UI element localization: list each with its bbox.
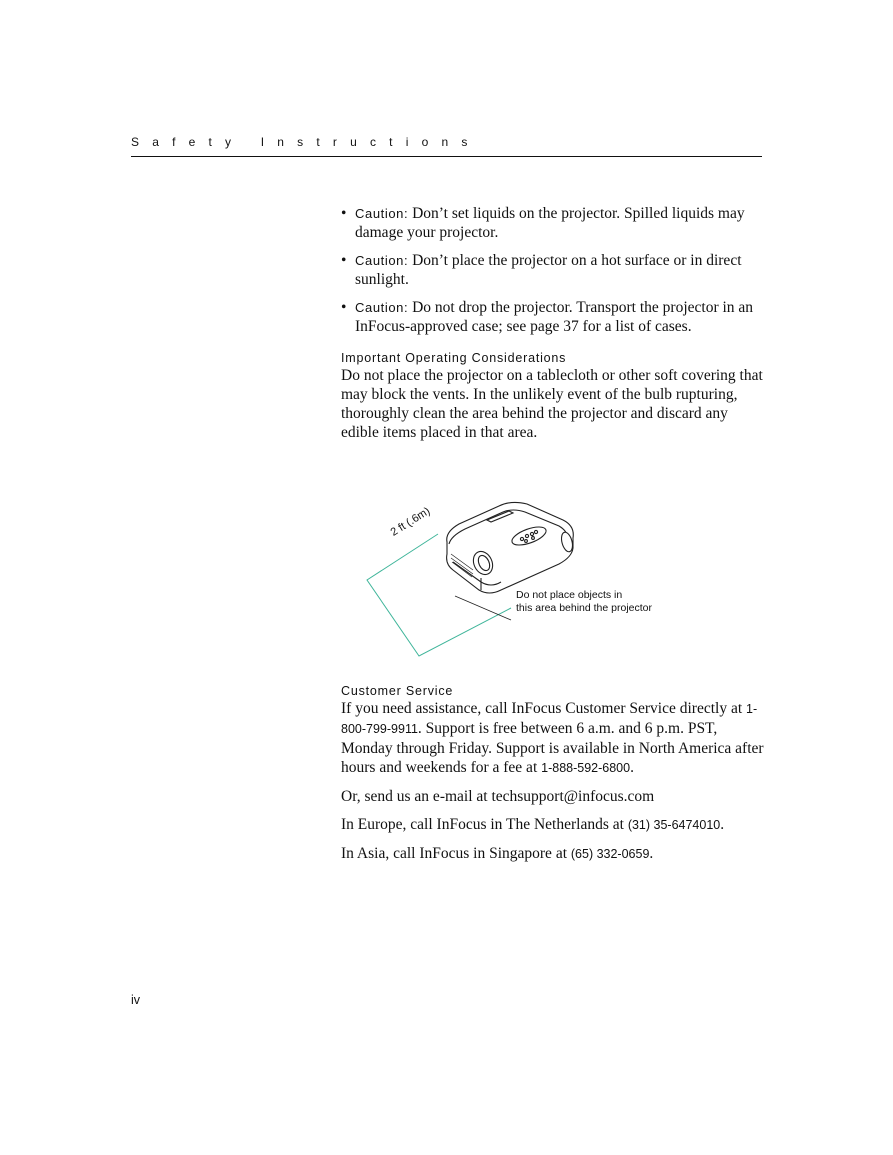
service-text: . Support is free between 6 a.m. and 6 p.m. PST, Monday through Friday. Support is available in North America after hours and weekends for a fee at (341, 720, 764, 776)
bullet-icon: • (341, 252, 347, 269)
caution-text: Don’t place the projector on a hot surface or in direct sunlight. (355, 252, 742, 288)
callout-line: Do not place objects in (516, 589, 623, 601)
caution-item (341, 204, 766, 242)
phone-number: (65) 332-0659 (570, 847, 650, 861)
caution-text: Don’t set liquids on the projector. Spilled liquids may damage your projector. (355, 205, 745, 241)
running-header: Safety Instructions (131, 135, 481, 149)
service-text: . (649, 845, 654, 862)
caution-list (341, 204, 766, 336)
operating-body: Do not place the projector on a tablecloth or other soft covering that may block the vents. In the unlikely event of the bulb rupturing, thoroughly clean the area behind the projector and discard any edible items placed in that area. (341, 367, 763, 441)
service-paragraph (341, 699, 766, 778)
bullet-icon: • (341, 299, 347, 316)
phone-number: 1-800-799-9911 (341, 702, 758, 736)
service-text: In Asia, call InFocus in Singapore at (341, 845, 571, 862)
service-text: . (720, 816, 725, 833)
header-rule (131, 156, 762, 157)
projector-clearance-figure (341, 462, 766, 662)
phone-number: (31) 35-6474010 (627, 818, 721, 832)
projector-icon (447, 502, 575, 593)
caution-label: Caution: (355, 206, 409, 221)
service-text: In Europe, call InFocus in The Netherlands at (341, 816, 628, 833)
operating-heading: Important Operating Considerations (341, 351, 567, 365)
caution-label: Caution: (355, 300, 409, 315)
clearance-dimension-label: 2 ft (.6m) (388, 505, 433, 539)
caution-label: Caution: (355, 253, 409, 268)
asia-paragraph (341, 844, 766, 864)
callout-leader-line (455, 596, 511, 620)
phone-number: 1-888-592-6800 (541, 761, 631, 775)
email-paragraph: Or, send us an e-mail at techsupport@infocus.com (341, 788, 655, 805)
service-text: If you need assistance, call InFocus Customer Service directly at (341, 700, 747, 717)
page-content (341, 204, 766, 873)
caution-item (341, 298, 766, 336)
clearance-callout (516, 589, 652, 615)
caution-item (341, 251, 766, 289)
projector-illustration (341, 462, 766, 662)
page-number: iv (131, 993, 141, 1007)
caution-text: Do not drop the projector. Transport the projector in an InFocus-approved case; see page 37 for a list of cases. (355, 299, 754, 335)
customer-service-heading: Customer Service (341, 684, 454, 698)
service-text: . (630, 759, 634, 776)
europe-paragraph (341, 815, 766, 835)
bullet-icon: • (341, 205, 347, 222)
callout-line: this area behind the projector (516, 602, 653, 614)
